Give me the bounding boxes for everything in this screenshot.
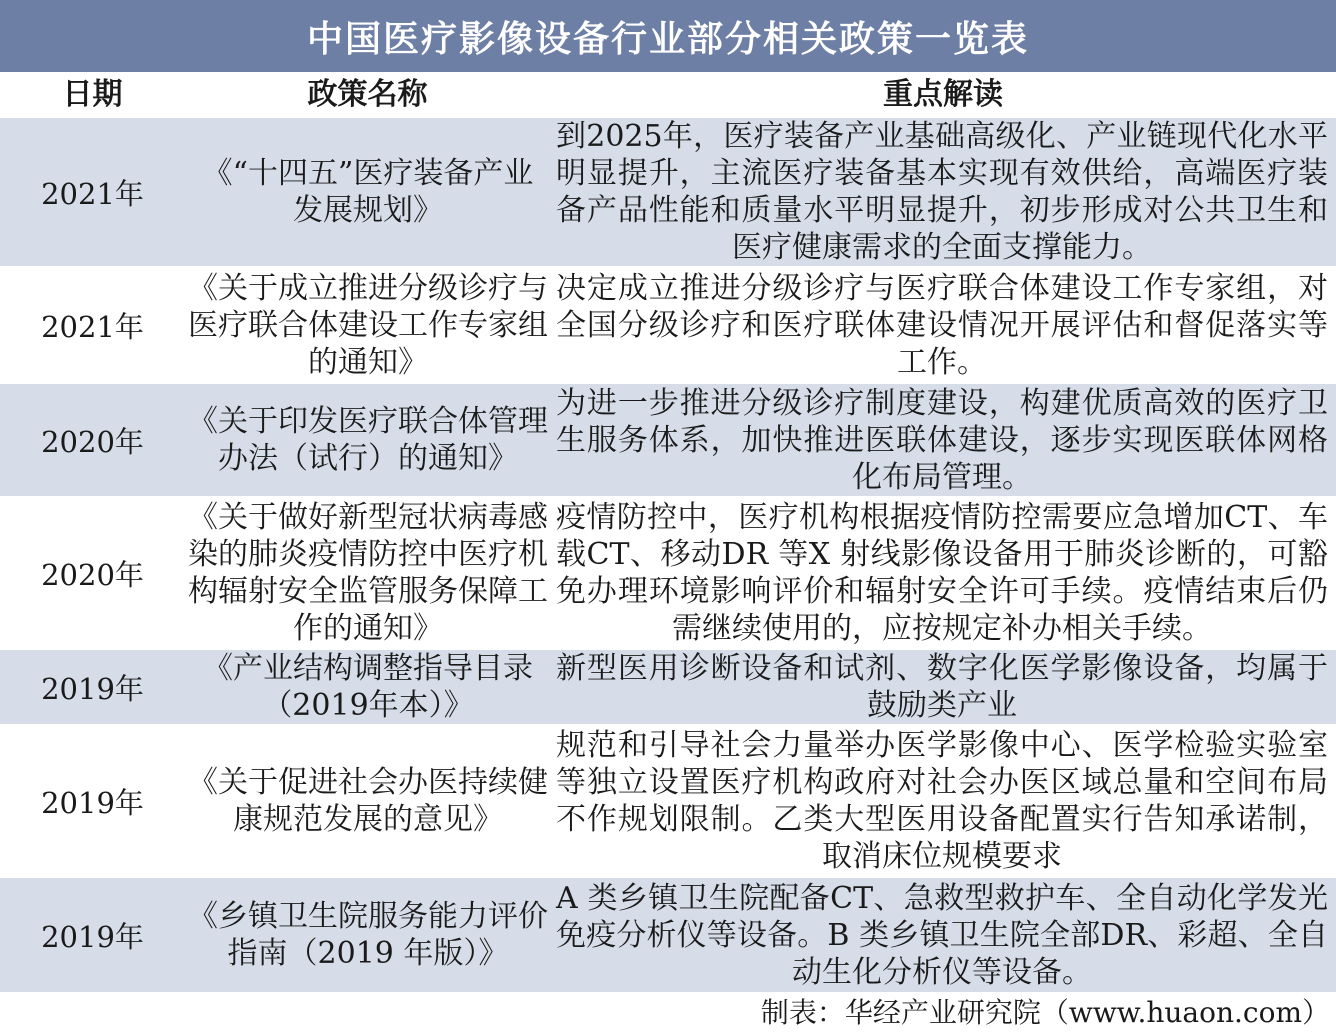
row-date: 2019年 — [41, 919, 144, 954]
header-policy-name: 政策名称 — [307, 77, 428, 112]
table-row — [0, 878, 1336, 992]
row-interpretation: 规范和引导社会力量举办医学影像中心、医学检验实验室等独立设置医疗机构政府对社会办医区域总量和空间布局不作规划限制。乙类大型医用设备配置实行告知承诺制，取消床位规模要求 — [556, 728, 1328, 874]
row-policy-name: 《“十四五”医疗装备产业发展规划》 — [202, 156, 534, 228]
row-policy-name: 《关于成立推进分级诊疗与医疗联合体建设工作专家组的通知》 — [188, 270, 548, 380]
row-date: 2020年 — [41, 557, 144, 592]
row-policy-name: 《关于印发医疗联合体管理办法（试行）的通知》 — [188, 404, 548, 476]
row-date: 2021年 — [41, 176, 144, 211]
row-policy-name: 《关于促进社会办医持续健康规范发展的意见》 — [188, 765, 548, 837]
row-interpretation: A 类乡镇卫生院配备CT、急救型救护车、全自动化学发光免疫分析仪等设备。B 类乡镇卫生院全部DR、彩超、全自动生化分析仪等设备。 — [556, 880, 1328, 990]
table-row — [0, 118, 1336, 266]
table-row — [0, 384, 1336, 496]
row-interpretation: 为进一步推进分级诊疗制度建设，构建优质高效的医疗卫生服务体系，加快推进医联体建设，逐步实现医联体网格化布局管理。 — [556, 385, 1328, 495]
table-header — [0, 72, 1336, 118]
header-interpretation: 重点解读 — [883, 77, 1003, 112]
row-interpretation: 决定成立推进分级诊疗与医疗联合体建设工作专家组，对全国分级诊疗和医疗联体建设情况开展评估和督促落实等工作。 — [556, 270, 1328, 380]
table-title-bar — [0, 0, 1336, 72]
row-interpretation: 到2025年，医疗装备产业基础高级化、产业链现代化水平明显提升，主流医疗装备基本实现有效供给，高端医疗装备产品性能和质量水平明显提升，初步形成对公共卫生和医疗健康需求的全面支撑能力。 — [556, 119, 1328, 265]
row-interpretation: 新型医用诊断设备和试剂、数字化医学影像设备，均属于鼓励类产业 — [556, 651, 1328, 723]
header-date: 日期 — [62, 77, 123, 112]
table-row — [0, 726, 1336, 876]
row-date: 2019年 — [41, 785, 144, 820]
row-policy-name: 《产业结构调整指导目录（2019年本）》 — [203, 651, 533, 723]
row-date: 2021年 — [41, 309, 144, 344]
table-row — [0, 268, 1336, 382]
table-title: 中国医疗影像设备行业部分相关政策一览表 — [306, 18, 1029, 60]
row-policy-name: 《乡镇卫生院服务能力评价指南（2019 年版）》 — [188, 899, 548, 971]
source-note: 制表：华经产业研究院（www.huaon.com） — [760, 996, 1330, 1029]
row-date: 2020年 — [41, 424, 144, 459]
row-policy-name: 《关于做好新型冠状病毒感染的肺炎疫情防控中医疗机构辐射安全监管服务保障工作的通知》 — [188, 500, 548, 646]
table-row — [0, 498, 1336, 648]
row-interpretation: 疫情防控中，医疗机构根据疫情防控需要应急增加CT、车载CT、移动DR 等X 射线影像设备用于肺炎诊断的，可豁免办理环境影响评价和辐射安全许可手续。疫情结束后仍需继续使用的，应按规定补办相关手续。 — [556, 500, 1328, 646]
table-row — [0, 650, 1336, 724]
row-date: 2019年 — [41, 671, 144, 706]
